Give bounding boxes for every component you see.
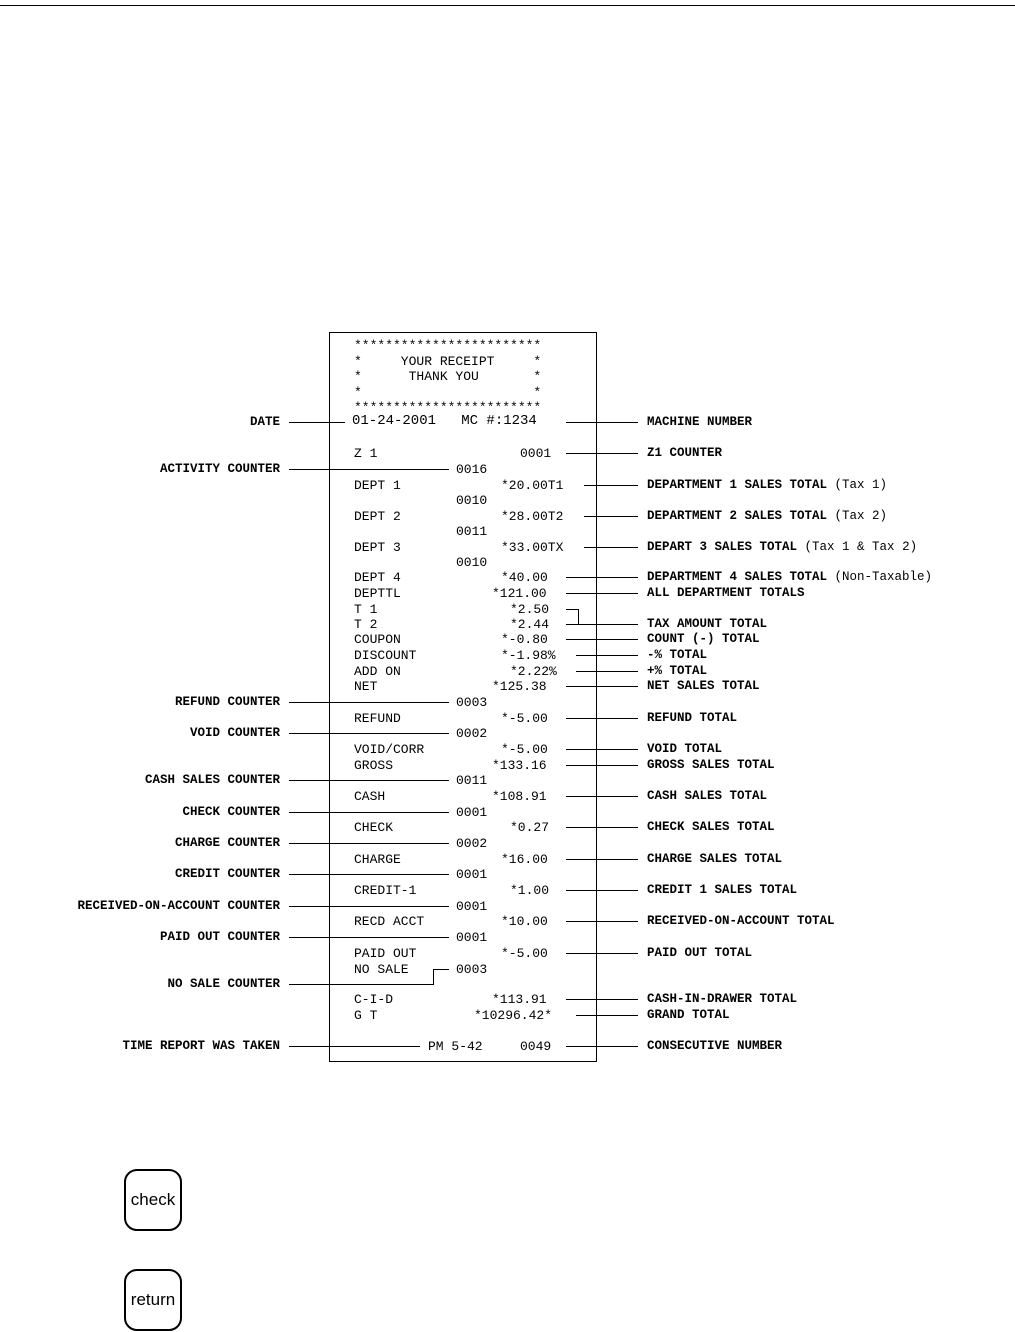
receipt-dept3-label: DEPT 3 — [354, 540, 401, 555]
receipt-t2-label: T 2 — [354, 617, 378, 632]
receipt-refund-label: REFUND — [354, 711, 401, 726]
leader-dept1 — [584, 485, 638, 486]
label-check-counter: CHECK COUNTER — [182, 805, 280, 819]
label-activity-counter: ACTIVITY COUNTER — [159, 462, 280, 476]
receipt-header-line-3: * THANK YOU * — [354, 369, 542, 384]
label-cash-sales-counter: CASH SALES COUNTER — [144, 773, 280, 787]
label-plus-pct: +% TOTAL — [647, 664, 708, 678]
label-dept1-text: DEPARTMENT 1 SALES TOTAL — [647, 478, 828, 492]
receipt-recdacct-label: RECD ACCT — [354, 914, 425, 929]
leader-check — [289, 812, 449, 813]
receipt-voidcorr-label: VOID/CORR — [354, 742, 425, 757]
leader-credit1-sales — [566, 890, 638, 891]
receipt-header-line-4: * * — [354, 385, 542, 400]
receipt-dept2-amount: *28.00T2 — [501, 509, 564, 524]
receipt-dept2-label: DEPT 2 — [354, 509, 401, 524]
receipt-dept3-count: 0010 — [456, 555, 488, 570]
receipt-charge-label: CHARGE — [354, 852, 401, 867]
receipt-check-count: 0001 — [456, 805, 488, 820]
leader-dept2 — [584, 516, 638, 517]
leader-nosale-top — [433, 969, 449, 970]
leader-count-minus — [566, 639, 638, 640]
receipt-dept4-amount: *40.00 — [501, 570, 548, 585]
receipt-paidout-amount: *-5.00 — [501, 946, 548, 961]
receipt-cid-label: C-I-D — [354, 992, 394, 1007]
receipt-check-label: CHECK — [354, 820, 394, 835]
leader-consecutive — [566, 1046, 638, 1047]
receipt-gross-amount: *133.16 — [492, 758, 547, 773]
label-tax-amount: TAX AMOUNT TOTAL — [647, 617, 768, 631]
receipt-credit-label: CREDIT-1 — [354, 883, 417, 898]
label-dept1-note: (Tax 1) — [834, 478, 888, 492]
receipt-cash-amount: *108.91 — [492, 789, 547, 804]
receipt-dept1-count: 0010 — [456, 493, 488, 508]
label-dept3-text: DEPART 3 SALES TOTAL — [647, 540, 798, 554]
receipt-header-line-1: ************************ — [354, 338, 542, 353]
label-credit-counter: CREDIT COUNTER — [174, 867, 280, 881]
label-count-minus: COUNT (-) TOTAL — [647, 632, 760, 646]
check-key[interactable]: check — [124, 1169, 182, 1231]
label-z1-counter: Z1 COUNTER — [647, 446, 723, 460]
leader-minus-pct — [576, 655, 638, 656]
leader-cash-sales — [566, 796, 638, 797]
receipt-date-line: 01-24-2001 MC #:1234 — [352, 413, 537, 429]
label-dept2-note: (Tax 2) — [834, 509, 888, 523]
receipt-nosale-label: NO SALE — [354, 962, 409, 977]
label-credit1-sales: CREDIT 1 SALES TOTAL — [647, 883, 798, 897]
leader-t1 — [566, 609, 578, 610]
receipt-deptttl-label: DEPTTL — [354, 586, 401, 601]
label-grand-total: GRAND TOTAL — [647, 1008, 730, 1022]
receipt-addon-label: ADD ON — [354, 664, 401, 679]
receipt-discount-label: DISCOUNT — [354, 648, 417, 663]
label-gross-sales: GROSS SALES TOTAL — [647, 758, 775, 772]
receipt-activity-count: 0016 — [456, 462, 488, 477]
label-void-counter: VOID COUNTER — [189, 726, 280, 740]
receipt-gross-label: GROSS — [354, 758, 394, 773]
label-dept2-text: DEPARTMENT 2 SALES TOTAL — [647, 509, 828, 523]
receipt-refund-count: 0003 — [456, 695, 488, 710]
top-rule — [0, 5, 1015, 6]
receipt-z-counter: 0001 — [520, 446, 552, 461]
receipt-dept4-label: DEPT 4 — [354, 570, 401, 585]
receipt-t1-label: T 1 — [354, 602, 378, 617]
label-dept4-sales — [647, 570, 932, 585]
receipt-charge-count: 0002 — [456, 836, 488, 851]
label-net-sales: NET SALES TOTAL — [647, 679, 760, 693]
leader-nosale-h — [289, 984, 433, 985]
leader-void — [289, 733, 449, 734]
receipt-t2-amount: *2.44 — [510, 617, 550, 632]
label-machine-number: MACHINE NUMBER — [647, 415, 753, 429]
receipt-credit-count: 0001 — [456, 867, 488, 882]
receipt-nosale-count: 0003 — [456, 962, 488, 977]
receipt-deptttl-amount: *121.00 — [492, 586, 547, 601]
receipt-check-amount: *0.27 — [510, 820, 550, 835]
label-charge-sales: CHARGE SALES TOTAL — [647, 852, 783, 866]
leader-cash — [289, 780, 449, 781]
label-dept3-note: (Tax 1 & Tax 2) — [804, 540, 918, 554]
receipt-credit-amount: *1.00 — [510, 883, 550, 898]
label-check-sales: CHECK SALES TOTAL — [647, 820, 775, 834]
leader-dept3 — [584, 547, 638, 548]
receipt-consecutive: 0049 — [520, 1039, 552, 1054]
label-roa-total: RECEIVED-ON-ACCOUNT TOTAL — [647, 914, 835, 928]
label-date: DATE — [249, 415, 280, 429]
leader-paidout — [289, 937, 449, 938]
label-roa-counter: RECEIVED-ON-ACCOUNT COUNTER — [77, 899, 280, 913]
leader-charge — [289, 843, 449, 844]
leader-paid-out-total — [566, 953, 638, 954]
leader-z1-counter — [566, 453, 638, 454]
receipt-dept3-amount: *33.00TX — [501, 540, 564, 555]
leader-check-sales — [566, 827, 638, 828]
receipt-refund-amount: *-5.00 — [501, 711, 548, 726]
receipt-header-line-2: * YOUR RECEIPT * — [354, 354, 542, 369]
receipt-void-count: 0002 — [456, 726, 488, 741]
leader-gross-sales — [566, 765, 638, 766]
leader-dept4 — [566, 577, 638, 578]
receipt-paidout-count: 0001 — [456, 930, 488, 945]
leader-charge-sales — [566, 859, 638, 860]
leader-activity — [289, 469, 449, 470]
label-void-total: VOID TOTAL — [647, 742, 723, 756]
receipt-cid-amount: *113.91 — [492, 992, 547, 1007]
leader-date — [289, 422, 345, 423]
leader-net-sales — [566, 686, 638, 687]
label-refund-total: REFUND TOTAL — [647, 711, 738, 725]
receipt-header-line-5: ************************ — [354, 400, 542, 415]
leader-credit — [289, 874, 449, 875]
leader-grand-total — [576, 1015, 638, 1016]
label-dept4-text: DEPARTMENT 4 SALES TOTAL — [647, 570, 828, 584]
receipt-recdacct-amount: *10.00 — [501, 914, 548, 929]
receipt-net-amount: *125.38 — [492, 679, 547, 694]
label-cash-sales: CASH SALES TOTAL — [647, 789, 768, 803]
receipt-cash-label: CASH — [354, 789, 386, 804]
label-paid-out-counter: PAID OUT COUNTER — [159, 930, 280, 944]
leader-plus-pct — [576, 671, 638, 672]
receipt-paidout-label: PAID OUT — [354, 946, 417, 961]
receipt-dept1-amount: *20.00T1 — [501, 478, 564, 493]
receipt-coupon-amount: *-0.80 — [501, 632, 548, 647]
label-cid-total: CASH-IN-DRAWER TOTAL — [647, 992, 798, 1006]
leader-tax-bracket — [578, 609, 579, 624]
label-paid-out-total: PAID OUT TOTAL — [647, 946, 753, 960]
label-no-sale-counter: NO SALE COUNTER — [167, 977, 280, 991]
receipt-dept1-label: DEPT 1 — [354, 478, 401, 493]
receipt-discount-amount: *-1.98% — [501, 648, 556, 663]
receipt-time: PM 5-42 — [428, 1039, 483, 1054]
receipt-charge-amount: *16.00 — [501, 852, 548, 867]
label-dept1-sales — [647, 478, 887, 493]
receipt-voidcorr-amount: *-5.00 — [501, 742, 548, 757]
receipt-cash-count: 0011 — [456, 773, 488, 788]
receipt-gt-label: G T — [354, 1008, 378, 1023]
receipt-z-label: Z 1 — [354, 446, 378, 461]
leader-machine-number — [566, 422, 638, 423]
receipt-roa-count: 0001 — [456, 899, 488, 914]
label-consecutive-number: CONSECUTIVE NUMBER — [647, 1039, 783, 1053]
receipt-dept2-count: 0011 — [456, 524, 488, 539]
receipt-net-label: NET — [354, 679, 378, 694]
leader-roa-total — [566, 921, 638, 922]
leader-refund — [289, 702, 449, 703]
label-minus-pct: -% TOTAL — [647, 648, 708, 662]
leader-tax-amount — [566, 624, 638, 625]
leader-time — [289, 1046, 420, 1047]
leader-nosale-v — [433, 969, 434, 985]
leader-cid-total — [566, 999, 638, 1000]
leader-roa — [289, 906, 449, 907]
label-time-report: TIME REPORT WAS TAKEN — [122, 1039, 280, 1053]
leader-refund-total — [566, 718, 638, 719]
receipt-coupon-label: COUPON — [354, 632, 401, 647]
label-dept2-sales — [647, 509, 887, 524]
label-charge-counter: CHARGE COUNTER — [174, 836, 280, 850]
label-all-dept: ALL DEPARTMENT TOTALS — [647, 586, 805, 600]
receipt-addon-amount: *2.22% — [510, 664, 557, 679]
leader-void-total — [566, 749, 638, 750]
receipt-t1-amount: *2.50 — [510, 602, 550, 617]
leader-all-dept — [566, 593, 638, 594]
label-refund-counter: REFUND COUNTER — [174, 695, 280, 709]
label-dept4-note: (Non-Taxable) — [834, 570, 933, 584]
label-dept3-sales — [647, 540, 917, 555]
return-key[interactable]: return — [124, 1269, 182, 1331]
receipt-gt-amount: *10296.42* — [474, 1008, 553, 1023]
